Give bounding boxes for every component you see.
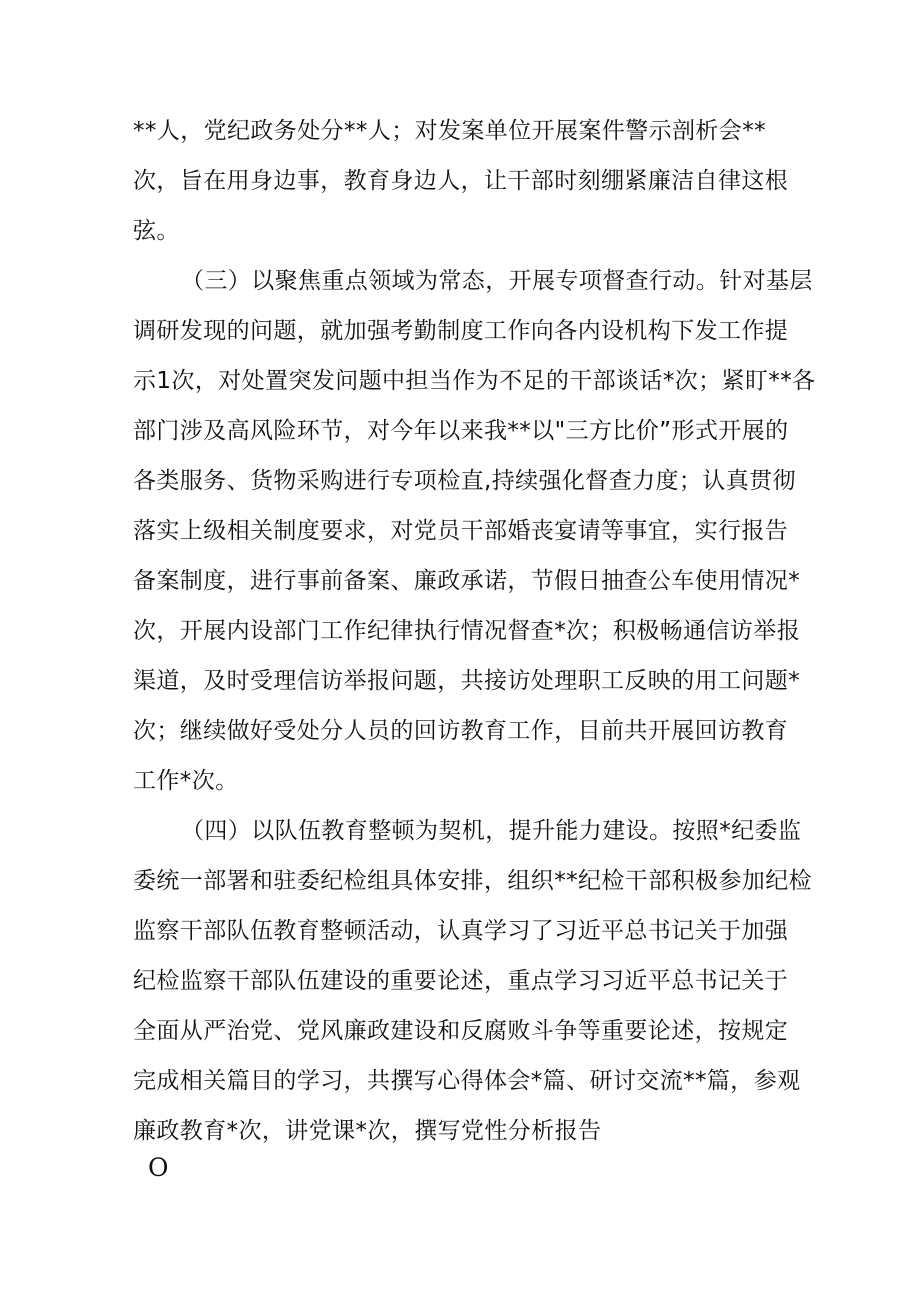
text-line-6: 示1次，对处置突发问题中担当作为不足的干部谈话*次；紧盯**各	[133, 368, 816, 394]
section-three-heading-line: （三）以聚焦重点领域为常态，开展专项督查行动。针对基层	[181, 268, 813, 294]
text-line-20: 完成相关篇目的学习，共撰写心得体会*篇、研讨交流**篇，参观	[133, 1068, 801, 1094]
text-line-3: 弦。	[133, 218, 180, 244]
text-line-2: 次，旨在用身边事，教育身边人，让干部时刻绷紧廉洁自律这根	[133, 168, 789, 194]
text-line-11: 次，开展内设部门工作纪律执行情况督查*次；积极畅通信访举报	[133, 618, 801, 644]
text-line-21: 廉政教育*次，讲党课*次，撰写党性分析报告	[133, 1118, 602, 1144]
text-line-5: 调研发现的问题，就加强考勤制度工作向各内设机构下发工作提	[133, 318, 789, 344]
page-marker: O	[148, 1153, 169, 1182]
text-line-7: 部门涉及高风险环节，对今年以来我**以"三方比价”形式开展的	[133, 418, 789, 444]
text-line-10: 备案制度，进行事前备案、廉政承诺，节假日抽查公车使用情况*	[133, 568, 801, 594]
text-line-17: 监察干部队伍教育整顿活动，认真学习了习近平总书记关于加强	[133, 918, 789, 944]
text-line-9: 落实上级相关制度要求，对党员干部婚丧宴请等事宜，实行报告	[133, 518, 789, 544]
text-line-12: 渠道，及时受理信访举报问题，共接访处理职工反映的用工问题*	[133, 668, 801, 694]
section-four-heading-line: （四）以队伍教育整顿为契机，提升能力建设。按照*纪委监	[181, 818, 802, 844]
text-line-14: 工作*次。	[133, 768, 239, 794]
text-line-16: 委统一部署和驻委纪检组具体安排，组织**纪检干部积极参加纪检	[133, 868, 812, 894]
text-line-19: 全面从严治党、党风廉政建设和反腐败斗争等重要论述，按规定	[133, 1018, 789, 1044]
text-line-1: **人，党纪政务处分**人；对发案单位开展案件警示剖析会**	[133, 118, 766, 144]
text-line-8: 各类服务、货物采购进行专项检直,持续强化督查力度；认真贯彻	[133, 468, 796, 494]
text-line-18: 纪检监察干部队伍建设的重要论述，重点学习习近平总书记关于	[133, 968, 789, 994]
text-line-13: 次；继续做好受处分人员的回访教育工作，目前共开展回访教育	[133, 718, 789, 744]
